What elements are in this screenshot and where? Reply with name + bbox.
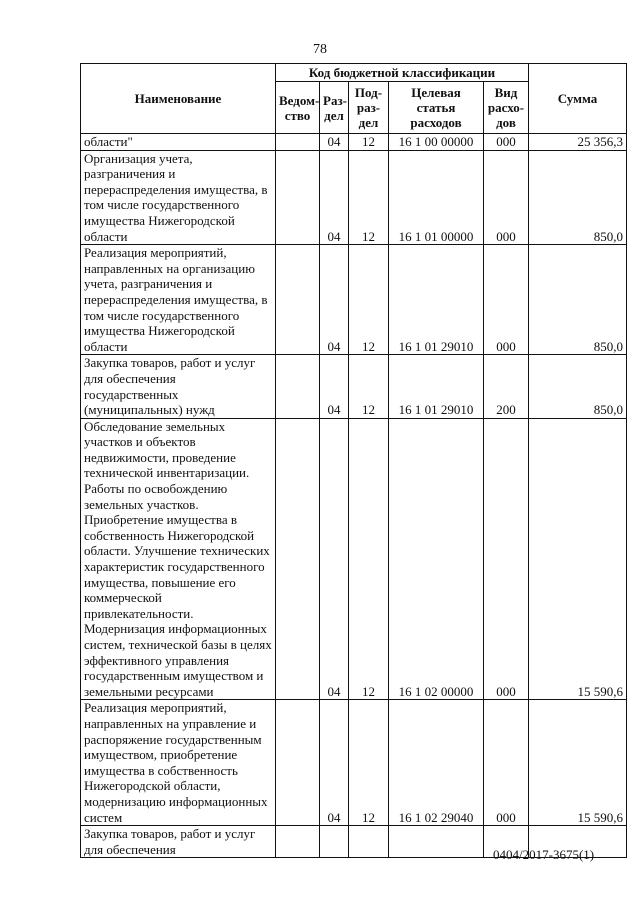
row-razdel [320,826,349,858]
table-row [81,245,627,355]
row-podrazdel: 12 [349,418,389,700]
header-target: Целевая статья расходов [389,82,484,134]
row-vedomstvo [276,700,320,826]
row-target: 16 1 02 29040 [389,700,484,826]
row-podrazdel: 12 [349,150,389,245]
row-target: 16 1 01 00000 [389,150,484,245]
header-name: Наименование [81,64,276,134]
row-vedomstvo [276,355,320,418]
row-vedomstvo [276,418,320,700]
row-sum: 25 356,3 [529,134,627,151]
row-podrazdel [349,826,389,858]
table-row [81,418,627,700]
header-kbk: Код бюджетной классификации [276,64,529,82]
row-target: 16 1 02 00000 [389,418,484,700]
header-razdel: Раз- дел [320,82,349,134]
row-podrazdel: 12 [349,245,389,355]
row-vid: 000 [484,134,529,151]
page-number: 78 [313,42,327,57]
row-vid: 000 [484,245,529,355]
table-row [81,150,627,245]
row-vid: 000 [484,150,529,245]
row-sum: 850,0 [529,245,627,355]
row-name: Обследование земельных участков и объектов недвижимости, проведение технической инвентаризации. Работы по освобождению земельных участков. Приобретение имущества в собственность Нижегородской области. Улучшение технических характеристик государственного имущества, повышение его коммерческой привлекательности. Модернизация информационных систем, технической базы в целях эффективного управления государственным имуществом и земельными ресурсами [81,418,276,700]
budget-table [80,63,627,858]
row-vid: 000 [484,700,529,826]
row-razdel: 04 [320,355,349,418]
row-name: области" [81,134,276,151]
row-target [389,826,484,858]
table-row [81,134,627,151]
document-code: 0404/2017-3675(1) [493,847,595,862]
row-sum: 15 590,6 [529,700,627,826]
table-row [81,700,627,826]
row-vid: 000 [484,418,529,700]
row-name: Организация учета, разграничения и перераспределения имущества, в том числе государственного имущества Нижегородской области [81,150,276,245]
row-name: Реализация мероприятий, направленных на управление и распоряжение государственным имуществом, приобретение имущества в собственность Нижегородской области, модернизацию информационных систем [81,700,276,826]
row-razdel: 04 [320,245,349,355]
row-sum: 850,0 [529,355,627,418]
row-target: 16 1 01 29010 [389,355,484,418]
row-sum: 15 590,6 [529,418,627,700]
row-razdel: 04 [320,134,349,151]
row-podrazdel: 12 [349,355,389,418]
row-name: Закупка товаров, работ и услуг для обеспечения [81,826,276,858]
row-razdel: 04 [320,150,349,245]
row-sum: 850,0 [529,150,627,245]
table-row [81,355,627,418]
row-target: 16 1 01 29010 [389,245,484,355]
row-vedomstvo [276,826,320,858]
row-razdel: 04 [320,700,349,826]
row-vedomstvo [276,134,320,151]
row-vid: 200 [484,355,529,418]
header-vedomstvo: Ведом- ство [276,82,320,134]
row-razdel: 04 [320,418,349,700]
header-sum: Сумма [529,64,627,134]
header-vid: Вид расхо- дов [484,82,529,134]
row-podrazdel: 12 [349,134,389,151]
row-name: Реализация мероприятий, направленных на организацию учета, разграничения и перераспределения имущества, в том числе государственного имущества Нижегородской области [81,245,276,355]
row-target: 16 1 00 00000 [389,134,484,151]
row-vedomstvo [276,150,320,245]
row-name: Закупка товаров, работ и услуг для обеспечения государственных (муниципальных) нужд [81,355,276,418]
row-vedomstvo [276,245,320,355]
row-podrazdel: 12 [349,700,389,826]
header-podrazdel: Под- раз- дел [349,82,389,134]
